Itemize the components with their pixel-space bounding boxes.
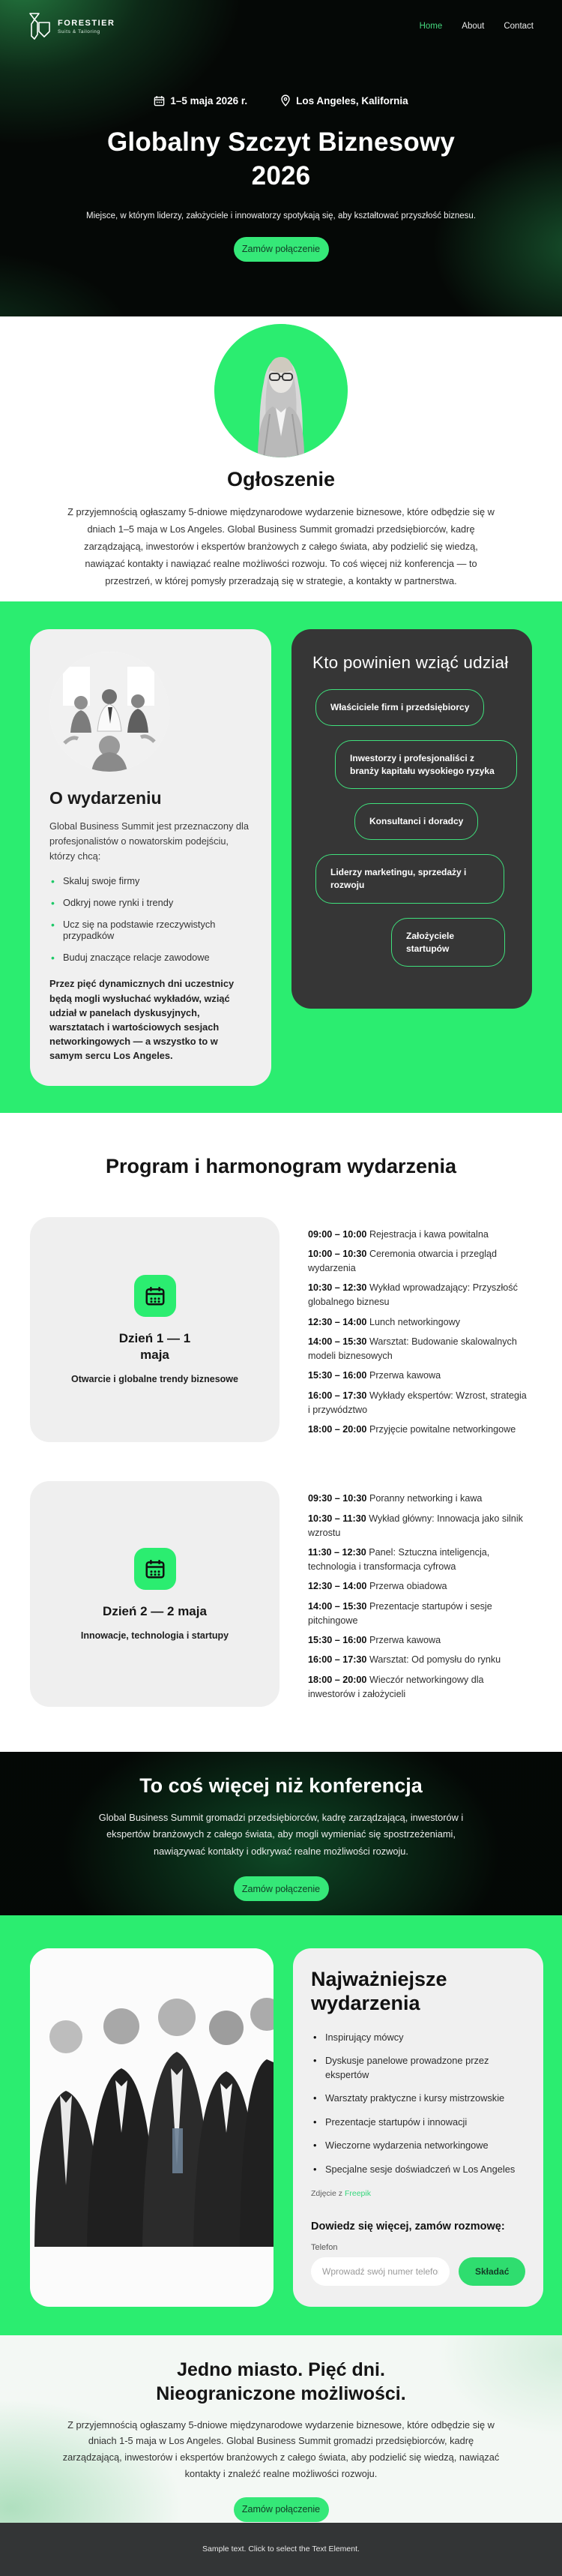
schedule-item: 15:30 – 16:00 Przerwa kawowa bbox=[308, 1370, 441, 1381]
calendar-icon bbox=[134, 1548, 176, 1590]
hero-subtitle: Miejsce, w którym liderzy, założyciele i innowatorzy spotykają się, aby kształtować przyszłość biznesu. bbox=[85, 211, 477, 220]
audience-pill[interactable]: Inwestorzy i profesjonaliści z branży kapitału wysokiego ryzyka bbox=[335, 740, 517, 790]
event-location bbox=[280, 94, 408, 106]
highlights-section bbox=[0, 1915, 562, 2335]
phone-input[interactable] bbox=[311, 2257, 450, 2286]
pin-icon bbox=[280, 94, 291, 106]
footer-text: Sample text. Click to select the Text Element. bbox=[202, 2545, 360, 2554]
about-bullet: • Ucz się na podstawie rzeczywistych przypadków bbox=[49, 919, 252, 941]
meeting-photo bbox=[49, 652, 169, 772]
photo-credit: Zdjęcie z Freepik bbox=[311, 2188, 371, 2198]
day-1-schedule bbox=[296, 1217, 532, 1443]
audience-pill[interactable]: Konsultanci i doradcy bbox=[354, 803, 478, 840]
day-2-name: Dzień 2 — 2 maja bbox=[103, 1603, 207, 1618]
announcement-title: Ogłoszenie bbox=[226, 468, 336, 490]
announcement-body: Z przyjemnością ogłaszamy 5-dniowe międzynarodowe wydarzenie biznesowe, które odbędzie się w dniach 1–5 maja w Los Angeles. Global Business Summit gromadzi przedsiębiorców, kadrę zarządzającą, inwestorów i ekspertów branżowych z całego świata, aby podzielić się wiedzą, nawiązać kontakty i nawiązać realne możliwości rozwoju. To coś więcej niż konferencja — to przestrzeń, w której pomysły przeradzają się w strategie, a kontakty w partnerstwa. bbox=[67, 506, 495, 587]
day-2-schedule bbox=[296, 1481, 532, 1707]
announcement-section bbox=[0, 316, 562, 601]
day-1-row bbox=[30, 1217, 532, 1443]
schedule-item: 11:30 – 12:30 Panel: Sztuczna inteligencja, technologia i transformacja cyfrowa bbox=[308, 1546, 490, 1572]
schedule-item: 16:00 – 17:30 Wykłady ekspertów: Wzrost, strategia i przywództwo bbox=[308, 1390, 527, 1415]
about-bullet: • Odkryj nowe rynki i trendy bbox=[49, 897, 252, 908]
freepik-link[interactable]: Freepik bbox=[344, 2188, 371, 2198]
highlights-title: Najważniejsze wydarzenia bbox=[311, 1967, 447, 2014]
about-outro: Przez pięć dynamicznych dni uczestnicy będą mogli wysłuchać wykładów, wziąć udział w panelach dyskusyjnych, warsztatach i wartościowych sesjach networkingowych — a wszystko to w samym sercu Los Angeles. bbox=[49, 978, 235, 1062]
event-meta bbox=[0, 94, 562, 106]
nav-home[interactable]: Home bbox=[419, 22, 443, 31]
highlights-list bbox=[311, 2031, 525, 2177]
calendar-icon bbox=[154, 95, 165, 106]
schedule-item: 14:00 – 15:30 Prezentacje startupów i sesje pitchingowe bbox=[308, 1600, 492, 1626]
phone-form bbox=[311, 2257, 525, 2286]
about-title: O wydarzeniu bbox=[49, 788, 162, 808]
schedule-item: 12:30 – 14:00 Przerwa obiadowa bbox=[308, 1581, 447, 1592]
logo-subtitle: Suits & Tailoring bbox=[58, 28, 100, 34]
day-2-theme: Innowacje, technologia i startupy bbox=[80, 1630, 229, 1641]
audience-card bbox=[291, 629, 532, 1009]
logo[interactable] bbox=[28, 12, 115, 40]
cta-title: To coś więcej niż konferencja bbox=[139, 1774, 423, 1797]
cta-body: Global Business Summit gromadzi przedsiębiorców, kadrę zarządzającą, inwestorów i ekspertów branżowych z całego świata, aby mogli wymieniać się spostrzeżeniami, nawiązywać kontakty i odkrywać realne możliwości rozwoju. bbox=[98, 1811, 464, 1857]
highlight-item: • Dyskusje panelowe prowadzone przez ekspertów bbox=[311, 2054, 525, 2082]
highlight-item: • Specjalne sesje doświadczeń w Los Angeles bbox=[311, 2163, 525, 2177]
audience-pill[interactable]: Liderzy marketingu, sprzedaży i rozwoju bbox=[315, 854, 504, 904]
event-date bbox=[154, 95, 247, 106]
schedule-item: 16:00 – 17:30 Warsztat: Od pomysłu do rynku bbox=[308, 1654, 501, 1666]
hero-title: Globalny Szczyt Biznesowy 2026 bbox=[107, 127, 455, 190]
audience-pill[interactable]: Właściciele firm i przedsiębiorcy bbox=[315, 689, 484, 726]
event-date-text: 1–5 maja 2026 r. bbox=[170, 94, 248, 106]
program-title: Program i harmonogram wydarzenia bbox=[105, 1154, 457, 1177]
phone-label: Telefon bbox=[311, 2242, 338, 2252]
program-section bbox=[0, 1113, 562, 1752]
schedule-item: 12:30 – 14:00 Lunch networkingowy bbox=[308, 1316, 461, 1327]
closing-cta-button[interactable]: Zamów połączenie bbox=[234, 2497, 329, 2522]
about-card bbox=[30, 629, 271, 1086]
logo-title: FORESTIER bbox=[58, 18, 115, 28]
schedule-item: 09:00 – 10:00 Rejestracja i kawa powitalna bbox=[308, 1228, 489, 1240]
schedule-item: 15:30 – 16:00 Przerwa kawowa bbox=[308, 1634, 441, 1645]
about-bullet: • Skaluj swoje firmy bbox=[49, 875, 252, 886]
about-bullet: • Buduj znaczące relacje zawodowe bbox=[49, 952, 252, 963]
highlight-item: • Prezentacje startupów i innowacji bbox=[311, 2116, 525, 2130]
schedule-item: 18:00 – 20:00 Przyjęcie powitalne networkingowe bbox=[308, 1423, 516, 1435]
bow-tie-icon bbox=[28, 12, 52, 40]
highlight-item: • Inspirujący mówcy bbox=[311, 2031, 525, 2045]
highlight-item: • Wieczorne wydarzenia networkingowe bbox=[311, 2139, 525, 2153]
cta-section bbox=[0, 1752, 562, 1915]
main-nav bbox=[420, 22, 534, 31]
submit-button[interactable]: Składać bbox=[459, 2257, 525, 2286]
audience-pill[interactable]: Założyciele startupów bbox=[391, 918, 505, 967]
schedule-item: 09:30 – 10:30 Poranny networking i kawa bbox=[308, 1493, 483, 1504]
day-2-card bbox=[30, 1481, 280, 1707]
closing-section bbox=[0, 2335, 562, 2523]
about-audience-section bbox=[0, 601, 562, 1113]
audience-title: Kto powinien wziąć udział bbox=[312, 653, 509, 672]
closing-body: Z przyjemnością ogłaszamy 5-dniowe międzynarodowe wydarzenie biznesowe, które odbędzie się w dniach 1-5 maja w Los Angeles. Global Business Summit gromadzi przedsiębiorców, kadrę zarządzającą, inwestorów i ekspertów branżowych z całego świata, aby podzielić się wiedzą, nawiązać kontakty i znaleźć realne możliwości rozwoju. bbox=[62, 2419, 500, 2479]
day-1-name: Dzień 1 — 1 maja bbox=[118, 1330, 191, 1362]
form-heading: Dowiedz się więcej, zamów rozmowę: bbox=[311, 2220, 505, 2233]
schedule-item: 10:30 – 11:30 Wykład główny: Innowacja jako silnik wzrostu bbox=[308, 1513, 523, 1538]
calendar-icon bbox=[134, 1275, 176, 1317]
cta-button[interactable]: Zamów połączenie bbox=[234, 1876, 329, 1901]
hero-section bbox=[0, 0, 562, 316]
day-2-row bbox=[30, 1481, 532, 1707]
day-1-card bbox=[30, 1217, 280, 1443]
highlight-item: • Warsztaty praktyczne i kursy mistrzowskie bbox=[311, 2092, 525, 2106]
schedule-item: 14:00 – 15:30 Warsztat: Budowanie skalowalnych modeli biznesowych bbox=[308, 1336, 517, 1361]
event-location-text: Los Angeles, Kalifornia bbox=[296, 94, 408, 106]
about-intro: Global Business Summit jest przeznaczony dla profesjonalistów o nowatorskim podejściu, którzy chcą: bbox=[49, 820, 250, 862]
day-1-theme: Otwarcie i globalne trendy biznesowe bbox=[71, 1374, 238, 1385]
highlights-card bbox=[293, 1948, 543, 2307]
footer bbox=[0, 2523, 562, 2576]
hero-cta-button[interactable]: Zamów połączenie bbox=[234, 237, 329, 262]
top-bar bbox=[0, 0, 562, 40]
schedule-item: 10:30 – 12:30 Wykład wprowadzający: Przyszłość globalnego biznesu bbox=[308, 1282, 518, 1308]
speaker-avatar-photo bbox=[214, 324, 348, 457]
schedule-item: 18:00 – 20:00 Wieczór networkingowy dla inwestorów i założycieli bbox=[308, 1674, 484, 1699]
about-bullet-list bbox=[49, 875, 252, 963]
nav-about[interactable]: About bbox=[462, 22, 485, 31]
closing-title: Jedno miasto. Pięć dni. Nieograniczone możliwości. bbox=[156, 2359, 406, 2405]
networking-photo bbox=[30, 1948, 274, 2307]
schedule-item: 10:00 – 10:30 Ceremonia otwarcia i przegląd wydarzenia bbox=[308, 1249, 498, 1273]
nav-contact[interactable]: Contact bbox=[504, 22, 534, 31]
